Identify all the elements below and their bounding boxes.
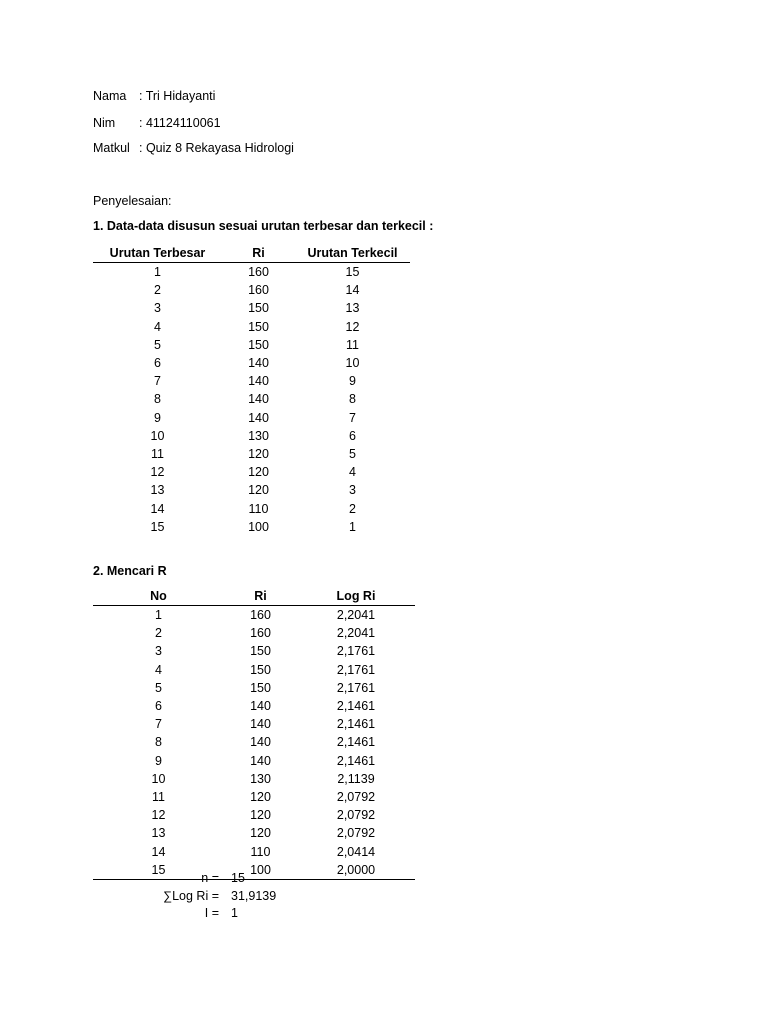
table-cell: 10 (345, 356, 360, 371)
column-header: Ri (222, 244, 295, 263)
table-cell: 140 (248, 392, 269, 407)
table-cell: 160 (248, 265, 269, 280)
table-cell: 150 (250, 644, 271, 659)
table-row (93, 281, 410, 299)
matkul-label: Matkul (93, 141, 130, 155)
table-cell: 160 (250, 608, 271, 623)
table-cell: 2,1461 (336, 699, 376, 714)
table-cell: 120 (248, 465, 269, 480)
table-cell: 160 (248, 283, 269, 298)
table-cell: 5 (155, 680, 162, 695)
table-cell: 6 (155, 699, 162, 714)
table-cell: 11 (151, 446, 164, 461)
table-cell: 120 (248, 483, 269, 498)
table-cell: 2,0792 (336, 808, 376, 823)
table-cell: 13 (150, 483, 165, 498)
table-cell: 14 (345, 283, 360, 298)
table-row (93, 263, 410, 282)
table-cell: 140 (250, 717, 271, 732)
table-cell: 110 (250, 844, 271, 859)
ranking-table (93, 244, 410, 536)
table-cell: 2,2041 (336, 626, 376, 641)
table-row (93, 824, 415, 842)
table-cell: 12 (150, 465, 165, 480)
table-row (93, 642, 415, 660)
table-row (93, 606, 415, 625)
table-cell: 2,1461 (336, 717, 376, 732)
table-row (93, 445, 410, 463)
table-cell: 100 (248, 519, 269, 534)
table-cell: 110 (248, 501, 269, 516)
table-cell: 15 (150, 519, 165, 534)
table-cell: 2,2041 (336, 608, 376, 623)
table-row (93, 752, 415, 770)
table-cell: 2,1139 (337, 771, 375, 786)
nim-label: Nim (93, 116, 116, 130)
table-cell: 120 (250, 826, 271, 841)
table-cell: 2,1761 (336, 662, 376, 677)
nim-row (93, 114, 221, 132)
table-cell: 12 (345, 319, 360, 334)
table-cell: 100 (224, 861, 297, 880)
table-cell: 2,1461 (336, 753, 376, 768)
table-cell: 120 (250, 789, 271, 804)
table-cell: 7 (154, 374, 161, 389)
table-row (93, 661, 415, 679)
matkul-row (93, 139, 294, 157)
column-header: Urutan Terbesar (93, 244, 222, 263)
table-cell: 140 (248, 356, 269, 371)
table-cell: 2,0792 (336, 789, 376, 804)
nama-row (93, 87, 215, 105)
table-row (93, 697, 415, 715)
table-cell: 2,0000 (297, 861, 415, 880)
matkul-value: : Quiz 8 Rekayasa Hidrologi (139, 141, 294, 155)
table-cell: 13 (151, 826, 166, 841)
nama-label: Nama (93, 89, 127, 103)
table-cell: 2,0792 (336, 826, 376, 841)
column-header: Urutan Terkecil (295, 244, 410, 263)
table-cell: 8 (154, 392, 161, 407)
table-cell: 5 (349, 446, 356, 461)
table-cell: 2,1461 (336, 735, 376, 750)
summary-value: 31,9139 (231, 889, 277, 903)
table-cell: 9 (155, 753, 162, 768)
log-table (93, 587, 415, 880)
table-cell: 4 (349, 465, 356, 480)
table-cell: 6 (154, 356, 161, 371)
table-cell: 14 (150, 501, 165, 516)
table-row (93, 518, 410, 536)
table-cell: 120 (248, 446, 269, 461)
table-row (93, 715, 415, 733)
table-cell: 3 (154, 301, 161, 316)
table-row (93, 299, 410, 317)
column-header: Ri (224, 587, 297, 606)
table-cell: 4 (155, 662, 162, 677)
table-cell: 6 (349, 428, 356, 443)
section2-title: 2. Mencari R (93, 564, 167, 578)
table-cell: 15 (345, 265, 360, 280)
table-cell: 150 (248, 337, 269, 352)
summary-label: n = (201, 871, 219, 885)
column-header: No (93, 587, 224, 606)
table-header-row (93, 587, 415, 606)
table-row (93, 390, 410, 408)
summary-label: ∑Log Ri = (163, 889, 219, 903)
table-row (93, 624, 415, 642)
table-row (93, 770, 415, 788)
table-cell: 1 (349, 519, 356, 534)
table-cell: 12 (151, 808, 166, 823)
table-row (93, 499, 410, 517)
table-cell: 8 (349, 392, 356, 407)
nama-value: : Tri Hidayanti (139, 89, 216, 103)
section1-title: 1. Data-data disusun sesuai urutan terbesar dan terkecil : (93, 219, 434, 233)
table-cell: 150 (250, 662, 271, 677)
table-cell: 150 (250, 680, 271, 695)
summary-i (0, 904, 768, 922)
table-row (93, 788, 415, 806)
table-cell: 2,1761 (336, 680, 376, 695)
table-cell: 8 (155, 735, 162, 750)
column-header: Log Ri (297, 587, 415, 606)
table-cell: 2 (154, 283, 161, 298)
table-row (93, 463, 410, 481)
table-cell: 15 (93, 861, 224, 880)
table-row (93, 427, 410, 445)
table-cell: 10 (150, 428, 165, 443)
table-cell: 140 (250, 699, 271, 714)
table-cell: 2 (349, 501, 356, 516)
table-cell: 14 (151, 844, 166, 859)
table-header-row (93, 244, 410, 263)
table-cell: 140 (248, 410, 269, 425)
table-row (93, 336, 410, 354)
summary-n (0, 869, 768, 887)
table-row (93, 679, 415, 697)
nim-value: : 41124110061 (139, 116, 221, 130)
table-cell: 7 (155, 717, 162, 732)
summary-label: I = (204, 906, 219, 920)
table-cell: 130 (248, 428, 269, 443)
table-cell: 10 (151, 771, 166, 786)
table-row (93, 481, 410, 499)
table-cell: 2,1761 (336, 644, 376, 659)
table-row (93, 409, 410, 427)
table-cell: 160 (250, 626, 271, 641)
table-row (93, 318, 410, 336)
table-cell: 3 (155, 644, 162, 659)
table-cell: 150 (248, 301, 269, 316)
table-cell: 150 (248, 319, 269, 334)
table-cell: 120 (250, 808, 271, 823)
table-row (93, 842, 415, 860)
table-cell: 4 (154, 319, 161, 334)
table-row (93, 372, 410, 390)
table-cell: 1 (155, 608, 162, 623)
penyelesaian-heading: Penyelesaian: (93, 194, 172, 208)
table-cell: 9 (349, 374, 356, 389)
table-cell: 9 (154, 410, 161, 425)
table-row (93, 806, 415, 824)
table-cell: 140 (250, 753, 271, 768)
table-cell: 3 (349, 483, 356, 498)
table-cell: 11 (346, 337, 359, 352)
table-cell: 2 (155, 626, 162, 641)
summary-value: 15 (231, 871, 245, 885)
table-cell: 140 (250, 735, 271, 750)
table-row (93, 733, 415, 751)
table-cell: 130 (250, 771, 271, 786)
table-row (93, 354, 410, 372)
table-cell: 1 (154, 265, 161, 280)
summary-value: 1 (231, 906, 238, 920)
table-cell: 2,0414 (336, 844, 376, 859)
table-cell: 140 (248, 374, 269, 389)
summary-sum-log (0, 887, 768, 905)
table-cell: 5 (154, 337, 161, 352)
table-cell: 13 (345, 301, 360, 316)
table-cell: 11 (152, 789, 165, 804)
table-cell: 7 (349, 410, 356, 425)
